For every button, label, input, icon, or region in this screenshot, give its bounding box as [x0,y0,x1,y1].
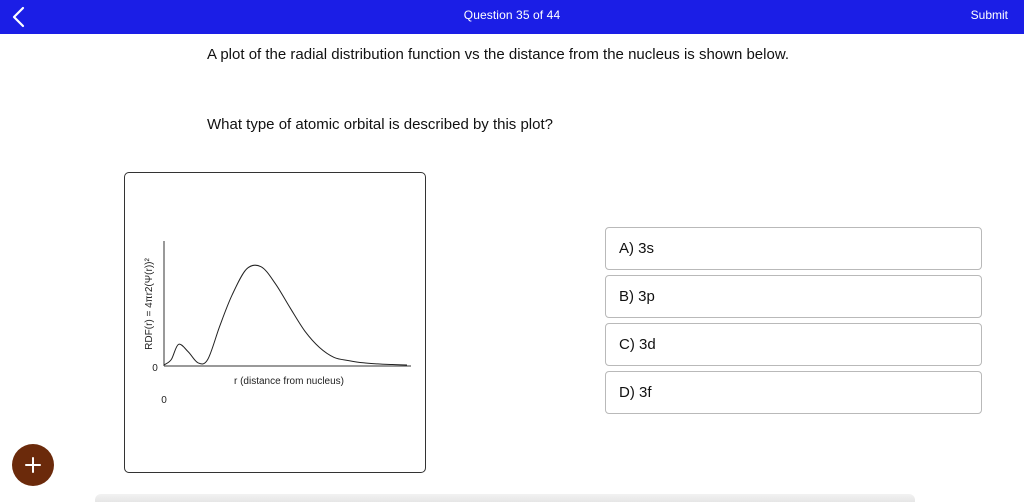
option-b[interactable]: B) 3p [605,275,982,318]
x-axis-label: r (distance from nucleus) [233,376,345,387]
x-origin-label: 0 [161,395,167,406]
option-d[interactable]: D) 3f [605,371,982,414]
option-a[interactable]: A) 3s [605,227,982,270]
question-counter: Question 35 of 44 [463,8,561,22]
rdf-chart [125,173,425,472]
submit-button[interactable]: Submit [970,8,1008,22]
top-bar [0,0,1024,34]
plus-icon [24,456,42,474]
question-text: What type of atomic orbital is described by this plot? [207,116,553,133]
option-c[interactable]: C) 3d [605,323,982,366]
y-origin-label: 0 [152,363,158,374]
bottom-sheet-edge [95,494,915,502]
add-button[interactable] [12,444,54,486]
y-axis-label: RDF(r) = 4πr2(Ψ(r))² [144,258,155,350]
rdf-curve [164,265,407,365]
question-prompt: A plot of the radial distribution function vs the distance from the nucleus is shown below. [207,46,789,63]
figure-card [124,172,426,473]
